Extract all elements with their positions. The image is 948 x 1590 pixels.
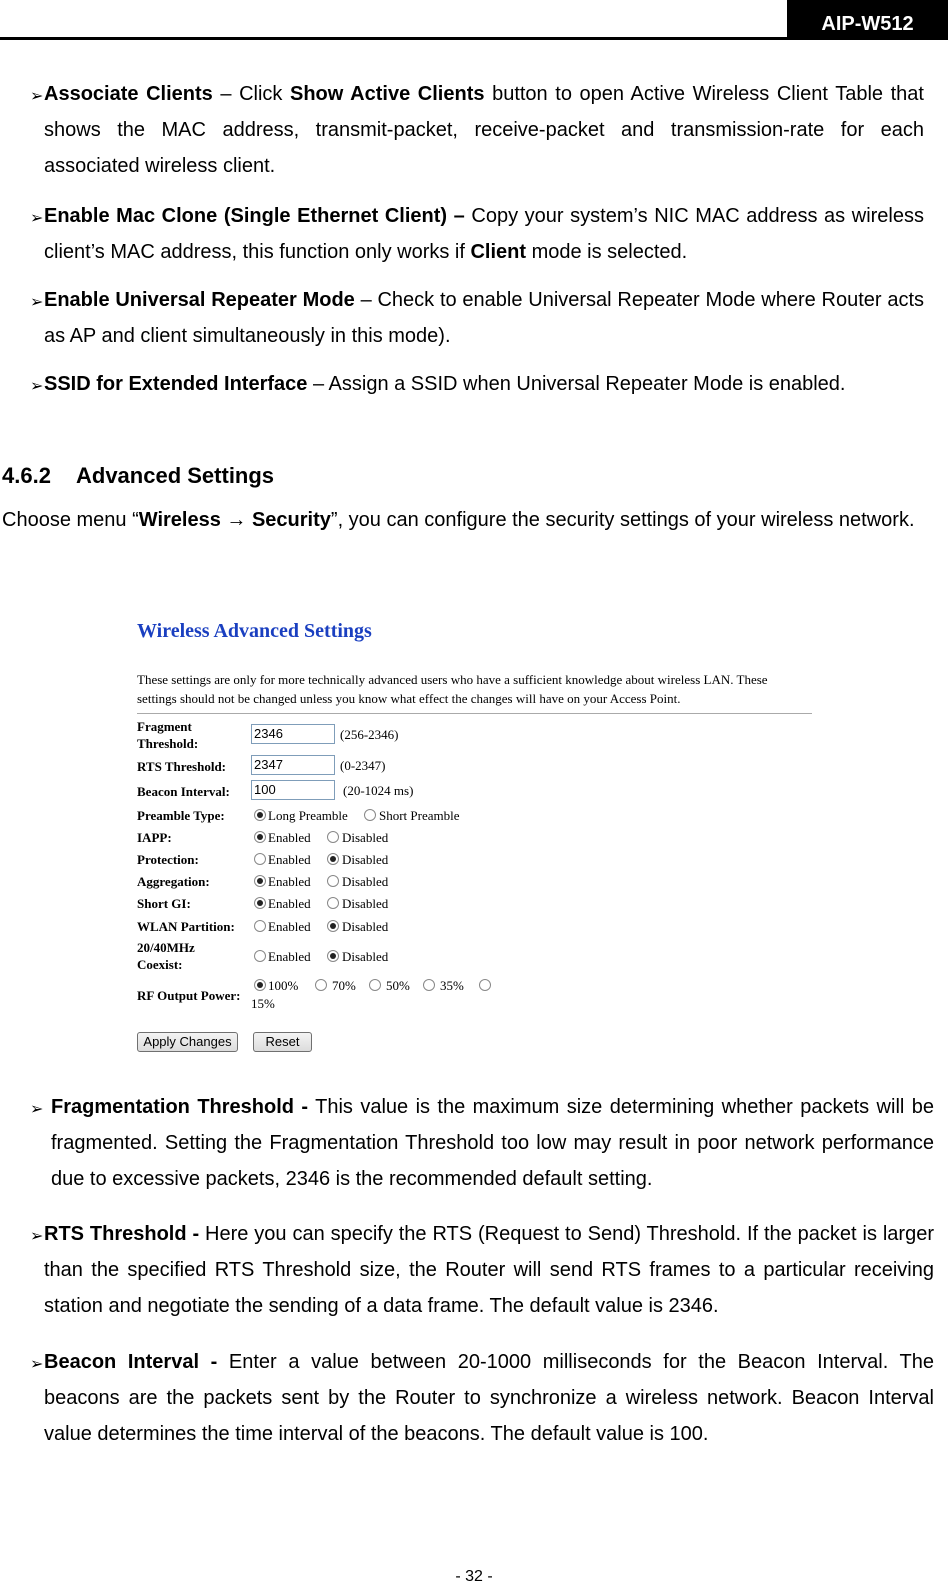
bullet-icon: ➢: [30, 1356, 44, 1373]
fragment-threshold-input[interactable]: 2346: [251, 724, 335, 744]
aggregation-label: Aggregation:: [137, 874, 210, 889]
aggregation-enabled-radio[interactable]: [254, 875, 266, 887]
preamble-long-label: Long Preamble: [268, 808, 348, 823]
wlan-partition-label: WLAN Partition:: [137, 919, 235, 934]
short-gi-enabled-radio[interactable]: [254, 897, 266, 909]
aggregation-enabled-label: Enabled: [268, 874, 311, 889]
short-gi-disabled-label: Disabled: [342, 896, 389, 911]
fragment-threshold-label: Fragment Threshold:: [137, 719, 199, 751]
iapp-label: IAPP:: [137, 830, 172, 845]
protection-disabled-label: Disabled: [342, 852, 389, 867]
beacon-interval-label: Beacon Interval:: [137, 784, 230, 799]
rf-35-radio[interactable]: [423, 979, 435, 991]
iapp-disabled-radio[interactable]: [327, 831, 339, 843]
preamble-short-label: Short Preamble: [379, 808, 460, 823]
section-number: 4.6.2: [2, 463, 51, 488]
bullet-rts-threshold: RTS Threshold - Here you can specify the RTS (Request to Send) Threshold. If the packet is larger than the specified RTS Threshold size, the Router will send RTS frames to a particular receiving station and negotiate the sending of a data frame. The default value is 2346.: [44, 1223, 934, 1317]
bullet-icon: ➢: [30, 294, 44, 311]
rf-output-power-label: RF Output Power:: [137, 988, 241, 1003]
rts-threshold-input[interactable]: 2347: [251, 755, 335, 775]
rts-threshold-label: RTS Threshold:: [137, 759, 227, 774]
bullet-icon: ➢: [30, 1228, 44, 1245]
iapp-disabled-label: Disabled: [342, 830, 389, 845]
rf-50-radio[interactable]: [369, 979, 381, 991]
rts-threshold-range: (0-2347): [340, 758, 386, 773]
bullet-associate-clients: Associate Clients – Click Show Active Clients button to open Active Wireless Client Table that shows the MAC address, transmit-packet, receive-packet and transmission-rate for each associated wireless client.: [44, 83, 924, 177]
bullet-icon: ➢: [30, 88, 44, 105]
protection-enabled-radio[interactable]: [254, 853, 266, 865]
short-gi-disabled-radio[interactable]: [327, 897, 339, 909]
reset-button[interactable]: Reset: [253, 1032, 312, 1052]
preamble-type-label: Preamble Type:: [137, 808, 225, 823]
rf-50-label: 50%: [386, 978, 410, 993]
coexist-label: 20/40MHz Coexist:: [137, 940, 195, 972]
rf-100-label: 100%: [268, 978, 299, 993]
aggregation-disabled-label: Disabled: [342, 874, 389, 889]
wlan-partition-enabled-radio[interactable]: [254, 920, 266, 932]
bullet-icon: ➢: [30, 1101, 44, 1118]
panel-title: Wireless Advanced Settings: [137, 620, 372, 642]
section-heading: [2, 463, 274, 489]
fragment-threshold-range: (256-2346): [340, 727, 399, 742]
header-model-tab: AIP-W512: [787, 0, 948, 40]
arrow-icon: →: [226, 509, 247, 531]
iapp-enabled-label: Enabled: [268, 830, 311, 845]
wlan-partition-enabled-label: Enabled: [268, 919, 311, 934]
protection-label: Protection:: [137, 852, 199, 867]
rf-70-label: 70%: [332, 978, 356, 993]
bullet-beacon-interval: Beacon Interval - Enter a value between 20-1000 milliseconds for the Beacon Interval. The beacons are the packets sent by the Router to synchronize a wireless network. Beacon Interval value determines the time interval of the beacons. The default value is 100.: [44, 1351, 934, 1445]
wlan-partition-disabled-label: Disabled: [342, 919, 389, 934]
bullet-ssid-extended: SSID for Extended Interface – Assign a SSID when Universal Repeater Mode is enabled.: [44, 373, 846, 395]
rf-15-radio[interactable]: [479, 979, 491, 991]
intro-paragraph: Choose menu “Wireless → Security”, you can configure the security settings of your wireless network.: [2, 509, 915, 531]
short-gi-label: Short GI:: [137, 896, 191, 911]
bullet-universal-repeater: Enable Universal Repeater Mode – Check to enable Universal Repeater Mode where Router acts as AP and client simultaneously in this mode).: [44, 289, 925, 347]
beacon-interval-range: (20-1024 ms): [343, 783, 414, 798]
bullet-fragmentation-threshold: Fragmentation Threshold - This value is the maximum size determining whether packets will be fragmented. Setting the Fragmentation Threshold too low may result in poor network performance due to excessive packets, 2346 is the recommended default setting.: [51, 1096, 934, 1190]
rf-100-radio[interactable]: [254, 979, 266, 991]
panel-divider: [137, 713, 812, 714]
apply-changes-button[interactable]: Apply Changes: [137, 1032, 238, 1052]
rf-35-label: 35%: [440, 978, 464, 993]
preamble-long-radio[interactable]: [254, 809, 266, 821]
aggregation-disabled-radio[interactable]: [327, 875, 339, 887]
bullet-mac-clone: Enable Mac Clone (Single Ethernet Client) – Copy your system’s NIC MAC address as wireless client’s MAC address, this function only works if Client mode is selected.: [44, 205, 924, 263]
beacon-interval-input[interactable]: 100: [251, 780, 335, 800]
bullet-icon: ➢: [30, 210, 44, 227]
protection-enabled-label: Enabled: [268, 852, 311, 867]
rf-15-label: 15%: [251, 996, 275, 1011]
panel-description: These settings are only for more technically advanced users who have a sufficient knowledge about wireless LAN. These settings should not be changed unless you know what effect the changes will have on your Access Point.: [137, 672, 768, 706]
iapp-enabled-radio[interactable]: [254, 831, 266, 843]
coexist-enabled-label: Enabled: [268, 949, 311, 964]
page-number: - 32 -: [455, 1568, 493, 1585]
short-gi-enabled-label: Enabled: [268, 896, 311, 911]
wireless-advanced-settings-panel: [137, 612, 817, 1064]
preamble-short-radio[interactable]: [364, 809, 376, 821]
protection-disabled-radio[interactable]: [327, 853, 339, 865]
coexist-disabled-radio[interactable]: [327, 950, 339, 962]
coexist-disabled-label: Disabled: [342, 949, 389, 964]
wlan-partition-disabled-radio[interactable]: [327, 920, 339, 932]
bullet-icon: ➢: [30, 378, 44, 395]
coexist-enabled-radio[interactable]: [254, 950, 266, 962]
rf-70-radio[interactable]: [315, 979, 327, 991]
section-title: Advanced Settings: [76, 463, 275, 488]
